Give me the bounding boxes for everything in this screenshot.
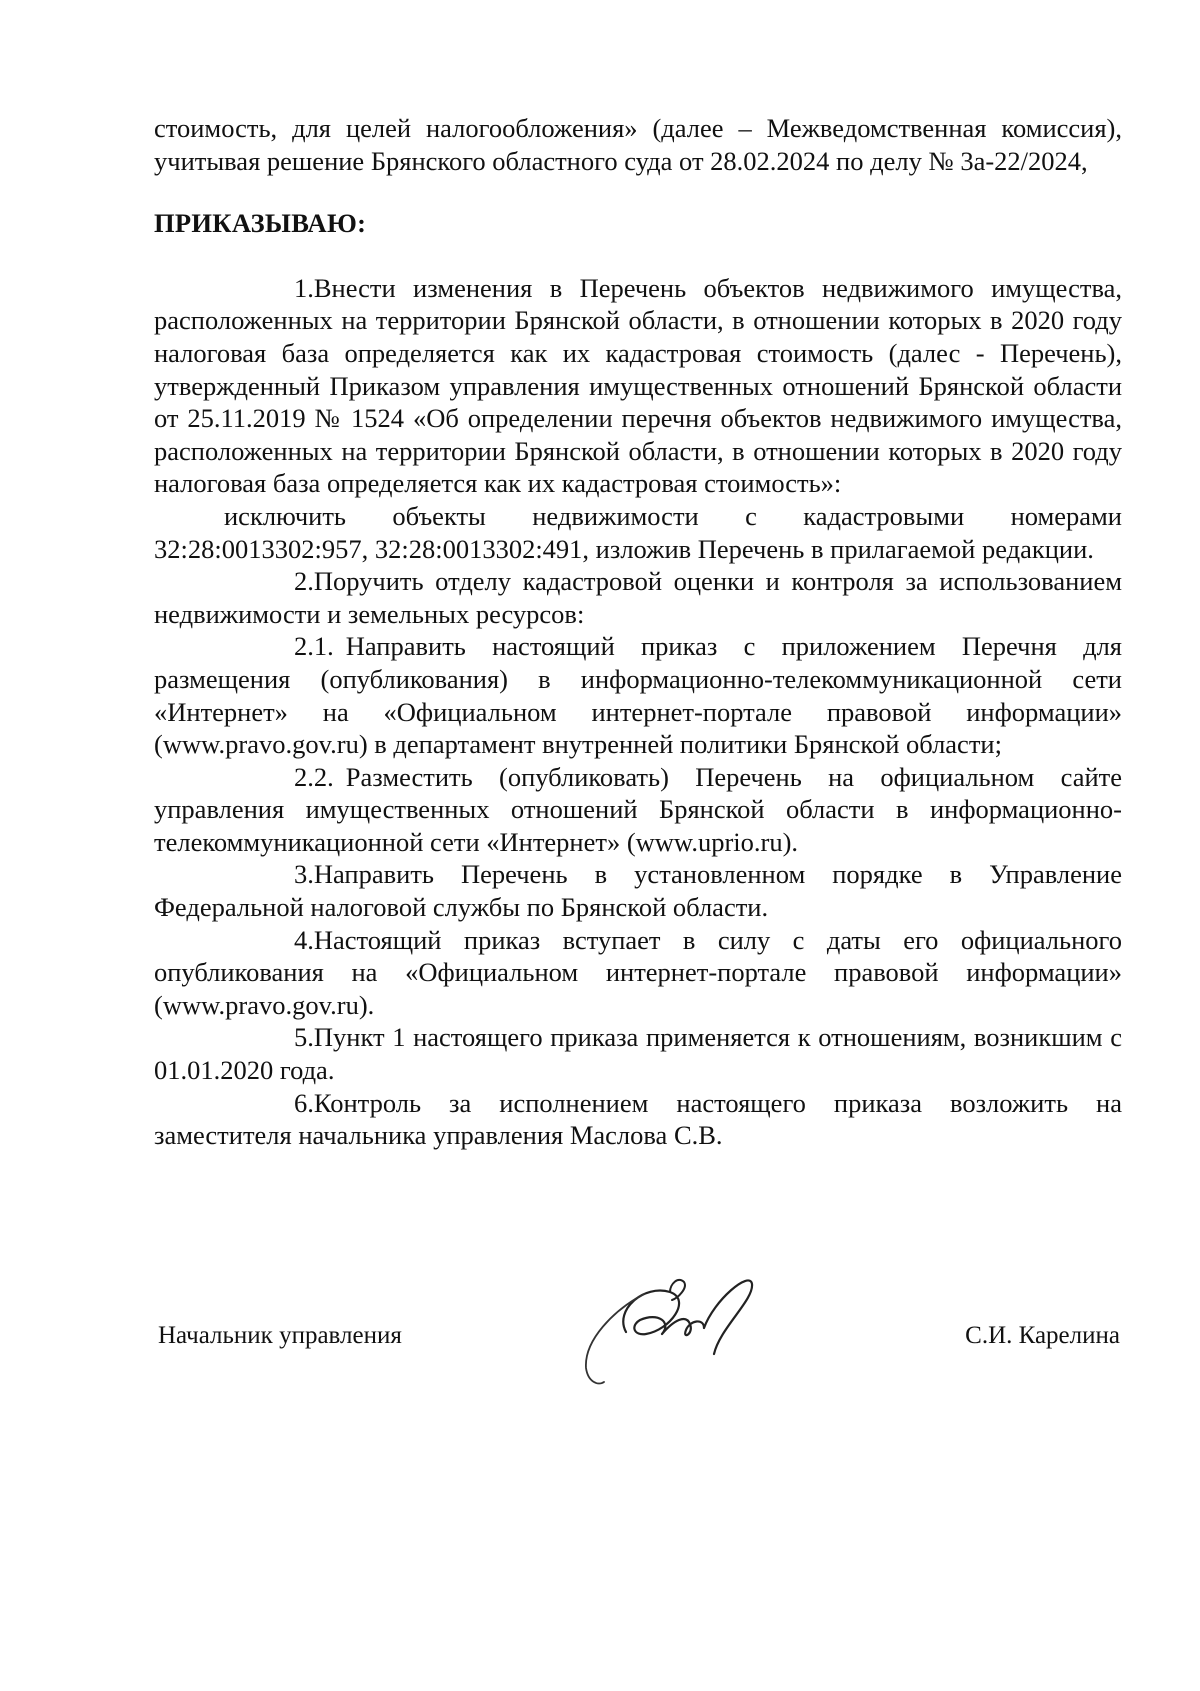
order-item-2: 2.Поручить отделу кадастровой оценки и контроля за использованием недвижимости и земельных ресурсов: bbox=[154, 566, 1122, 629]
order-item-4: 4.Настоящий приказ вступает в силу с даты его официального опубликования на «Официальном интернет-портале правовой информации» (www.pravo.gov.ru). bbox=[154, 924, 1122, 1020]
order-item-6: 6.Контроль за исполнением настоящего приказа возложить на заместителя начальника управления Маслова С.В. bbox=[154, 1087, 1122, 1151]
order-item-1-exclusion: исключить объекты недвижимости с кадастровыми номерами 32:28:0013302:957, 32:28:0013302:491, изложив Перечень в прилагаемой редакции. bbox=[154, 500, 1122, 564]
order-item-1: 1.Внести изменения в Перечень объектов недвижимого имущества, расположенных на территории Брянской области, в отношении которых в 2020 году налоговая база определяется как их кадастровая стоимость (далес - Перечень), утвержденный Приказом управления имущественных отношений Брянской области от 25.11.2019 № 1524 «Об определении перечня объектов недвижимого имущества, расположенных на территории Брянской области, в отношении которых в 2020 году налоговая база определяется как их кадастровая стоимость»: bbox=[154, 272, 1122, 499]
order-heading: ПРИКАЗЫВАЮ: bbox=[154, 208, 367, 239]
document-body bbox=[154, 112, 1122, 1152]
signature-block bbox=[154, 1310, 1122, 1450]
order-item-5: 5.Пункт 1 настоящего приказа применяется к отношениям, возникшим с 01.01.2020 года. bbox=[154, 1022, 1122, 1086]
signatory-title: Начальник управления bbox=[158, 1322, 402, 1349]
intro-paragraph: стоимость, для целей налогообложения» (далее – Межведомственная комиссия), учитывая решение Брянского областного суда от 28.02.2024 по делу № 3а-22/2024, bbox=[154, 113, 1122, 176]
handwritten-signature bbox=[574, 1270, 794, 1410]
order-item-3: 3.Направить Перечень в установленном порядке в Управление Федеральной налоговой службы по Брянской области. bbox=[154, 859, 1122, 923]
signatory-name: С.И. Карелина bbox=[965, 1322, 1120, 1349]
order-item-2-2: 2.2. Разместить (опубликовать) Перечень на официальном сайте управления имущественных отношений Брянской области в информационно-телекоммуникационной сети «Интернет» (www.uprio.ru). bbox=[154, 761, 1122, 857]
order-item-2-1: 2.1. Направить настоящий приказ с приложением Перечня для размещения (опубликования) в информационно-телекоммуникационной сети «Интернет» на «Официальном интернет-портале правовой информации» (www.pravo.gov.ru) в департамент внутренней политики Брянской области; bbox=[154, 631, 1122, 760]
